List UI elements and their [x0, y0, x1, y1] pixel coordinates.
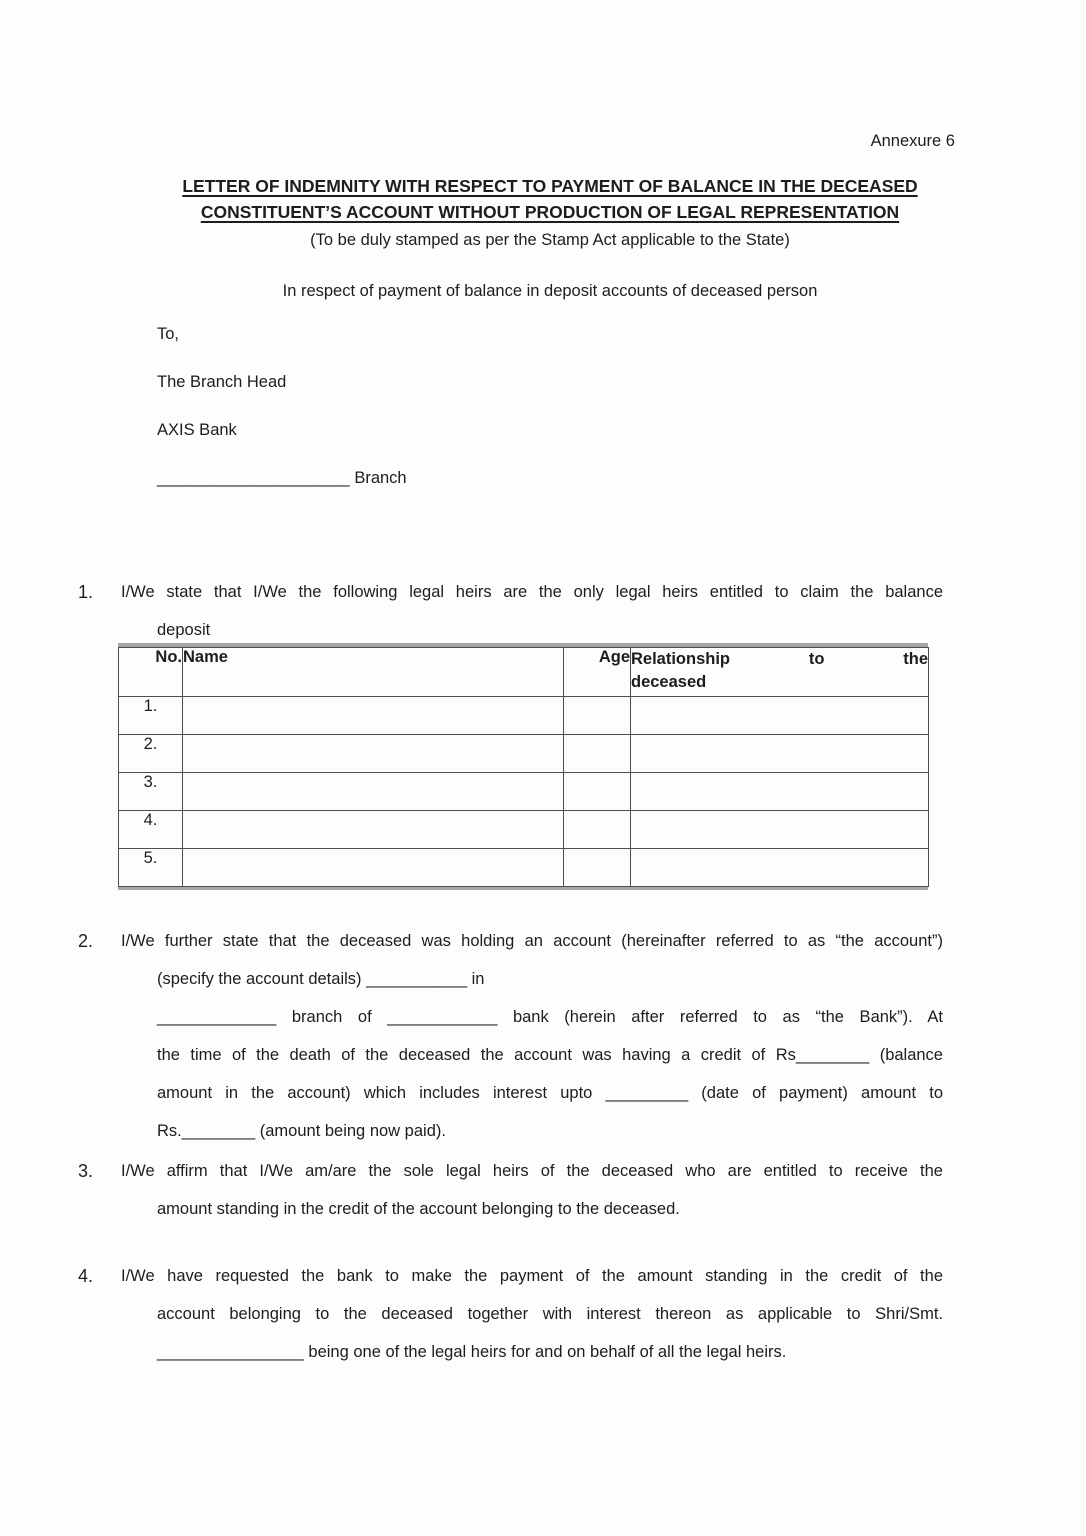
relationship-cell	[631, 735, 929, 773]
clause-2-line-6: Rs.________ (amount being now paid).	[157, 1122, 446, 1140]
clause-1-line-2: deposit	[157, 621, 211, 639]
clause-1-text	[121, 573, 943, 649]
clause-2-line-2: (specify the account details) ___________ in	[157, 970, 485, 988]
relationship-cell	[631, 849, 929, 887]
table-row	[119, 773, 929, 811]
row-number-cell: 3.	[119, 773, 183, 811]
name-cell	[183, 773, 564, 811]
document-title	[157, 173, 943, 225]
clause-3-line-1: I/We affirm that I/We am/are the sole legal heirs of the deceased who are entitled to receive the	[121, 1162, 943, 1180]
salutation: To,	[157, 325, 180, 343]
age-cell	[564, 849, 631, 887]
legal-heirs-table	[118, 643, 928, 890]
annexure-label: Annexure 6	[870, 132, 955, 150]
clause-4-line-1: I/We have requested the bank to make the payment of the amount standing in the credit of the	[121, 1267, 943, 1285]
table-row	[119, 735, 929, 773]
header-name: Name	[183, 648, 564, 697]
name-cell	[183, 849, 564, 887]
stamp-note: (To be duly stamped as per the Stamp Act applicable to the State)	[310, 231, 790, 249]
relationship-cell	[631, 773, 929, 811]
clause-1-line-1: I/We state that I/We the following legal heirs are the only legal heirs entitled to claim the balance	[121, 583, 943, 601]
clause-4-line-3: ________________ being one of the legal heirs for and on behalf of all the legal heirs.	[157, 1343, 787, 1361]
clause-2-line-4: the time of the death of the deceased the account was having a credit of Rs________ (balance	[157, 1046, 943, 1064]
clause-2-line-1: I/We further state that the deceased was holding an account (hereinafter referred to as “the account”)	[121, 932, 943, 950]
addressee-title: The Branch Head	[157, 373, 287, 391]
clause-4-text	[121, 1257, 943, 1371]
name-cell	[183, 735, 564, 773]
clause-4-line-2: account belonging to the deceased together with interest thereon as applicable to Shri/Smt.	[157, 1305, 943, 1323]
header-relationship-line-2: deceased	[631, 673, 707, 691]
clause-3-line-2: amount standing in the credit of the account belonging to the deceased.	[157, 1200, 680, 1218]
header-relationship-line-1: Relationship to the	[631, 650, 928, 668]
clause-3-text	[121, 1152, 943, 1228]
age-cell	[564, 697, 631, 735]
clause-2	[78, 922, 943, 1150]
branch-blank-field: _____________________	[157, 469, 350, 487]
clause-1-number: 1.	[78, 582, 94, 602]
row-number-cell: 5.	[119, 849, 183, 887]
document-title-line-2: CONSTITUENT’S ACCOUNT WITHOUT PRODUCTION OF LEGAL REPRESENTATION	[200, 202, 900, 222]
header-relationship	[631, 648, 929, 697]
table-row	[119, 811, 929, 849]
heirs-table-header-row	[119, 648, 929, 697]
branch-line	[157, 469, 943, 488]
age-cell	[564, 811, 631, 849]
clause-2-text	[121, 922, 943, 1150]
age-cell	[564, 735, 631, 773]
clause-2-number: 2.	[78, 931, 94, 951]
subject-line: In respect of payment of balance in deposit accounts of deceased person	[282, 282, 818, 300]
row-number-cell: 4.	[119, 811, 183, 849]
clause-3-number: 3.	[78, 1161, 94, 1181]
branch-suffix-label: Branch	[354, 469, 407, 487]
document-title-line-1: LETTER OF INDEMNITY WITH RESPECT TO PAYMENT OF BALANCE IN THE DECEASED	[182, 176, 918, 196]
name-cell	[183, 697, 564, 735]
row-number-cell: 2.	[119, 735, 183, 773]
bank-name: AXIS Bank	[157, 421, 237, 439]
addressee-block	[157, 325, 943, 488]
clause-2-line-5: amount in the account) which includes interest upto _________ (date of payment) amount to	[157, 1084, 943, 1102]
table-row	[119, 697, 929, 735]
clause-4-number: 4.	[78, 1266, 94, 1286]
table-row	[119, 849, 929, 887]
clause-1	[78, 573, 943, 649]
name-cell	[183, 811, 564, 849]
header-age: Age	[564, 648, 631, 697]
clause-4	[78, 1257, 943, 1371]
age-cell	[564, 773, 631, 811]
clause-2-line-3: _____________ branch of ____________ bank (herein after referred to as “the Bank”). At	[157, 1008, 943, 1026]
clause-3	[78, 1152, 943, 1228]
relationship-cell	[631, 811, 929, 849]
row-number-cell: 1.	[119, 697, 183, 735]
relationship-cell	[631, 697, 929, 735]
header-no: No.	[119, 648, 183, 697]
